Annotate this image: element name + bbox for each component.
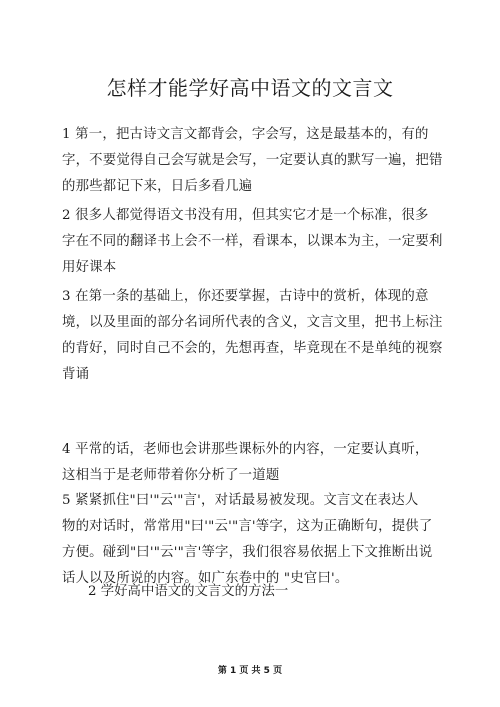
paragraph-line: 2 很多人都觉得语文书没有用，但其实它才是一个标准，很多 — [62, 208, 429, 223]
paragraph-line: 5 紧紧抓住"曰'"云'"言'，对话最易被发现。文言文在表达人 — [62, 493, 419, 508]
paragraph-line: 字在不同的翻译书上会不一样，看课本，以课本为主，一定要利 — [62, 234, 443, 249]
paragraph-4 — [62, 437, 450, 489]
paragraph-1 — [62, 122, 450, 200]
paragraph-line: 物的对话时，常常用"曰'"云'"言'等字，这为正确断句，提供了 — [62, 519, 433, 534]
paragraph-line: 字，不要觉得自己会写就是会写，一定要认真的默写一遍，把错 — [62, 153, 443, 168]
paragraph-line: 话人以及所说的内容。如广东卷中的 "史官曰'。 — [62, 571, 349, 586]
paragraph-line: 用好课本 — [62, 260, 117, 275]
section-subheading: 2 学好高中语文的文言文的方法一 — [88, 584, 289, 599]
page-title: 怎样才能学好高中语文的文言文 — [106, 76, 394, 100]
paragraph-line: 1 第一，把古诗文言文都背会，字会写，这是最基本的，有的 — [62, 127, 429, 142]
paragraph-3 — [62, 284, 450, 388]
paragraph-line: 方便。碰到"曰'"云'"言'等字，我们很容易依据上下文推断出说 — [62, 545, 433, 560]
paragraph-line: 这相当于是老师带着你分析了一道题 — [62, 468, 280, 483]
paragraph-2 — [62, 203, 450, 281]
paragraph-line: 的背好，同时自己不会的，先想再查，毕竟现在不是单纯的视察 — [62, 341, 443, 356]
paragraph-5 — [62, 488, 450, 592]
paragraph-line: 4 平常的话，老师也会讲那些课标外的内容，一定要认真听， — [62, 442, 429, 457]
page-footer: 第 1 页 共 5 页 — [217, 666, 283, 676]
paragraph-line: 3 在第一条的基础上，你还要掌握，古诗中的赏析，体现的意 — [62, 289, 429, 304]
paragraph-line: 的那些都记下来，日后多看几遍 — [62, 179, 253, 194]
paragraph-line: 背诵 — [62, 367, 90, 382]
paragraph-line: 境，以及里面的部分名词所代表的含义，文言文里，把书上标注 — [62, 315, 443, 330]
